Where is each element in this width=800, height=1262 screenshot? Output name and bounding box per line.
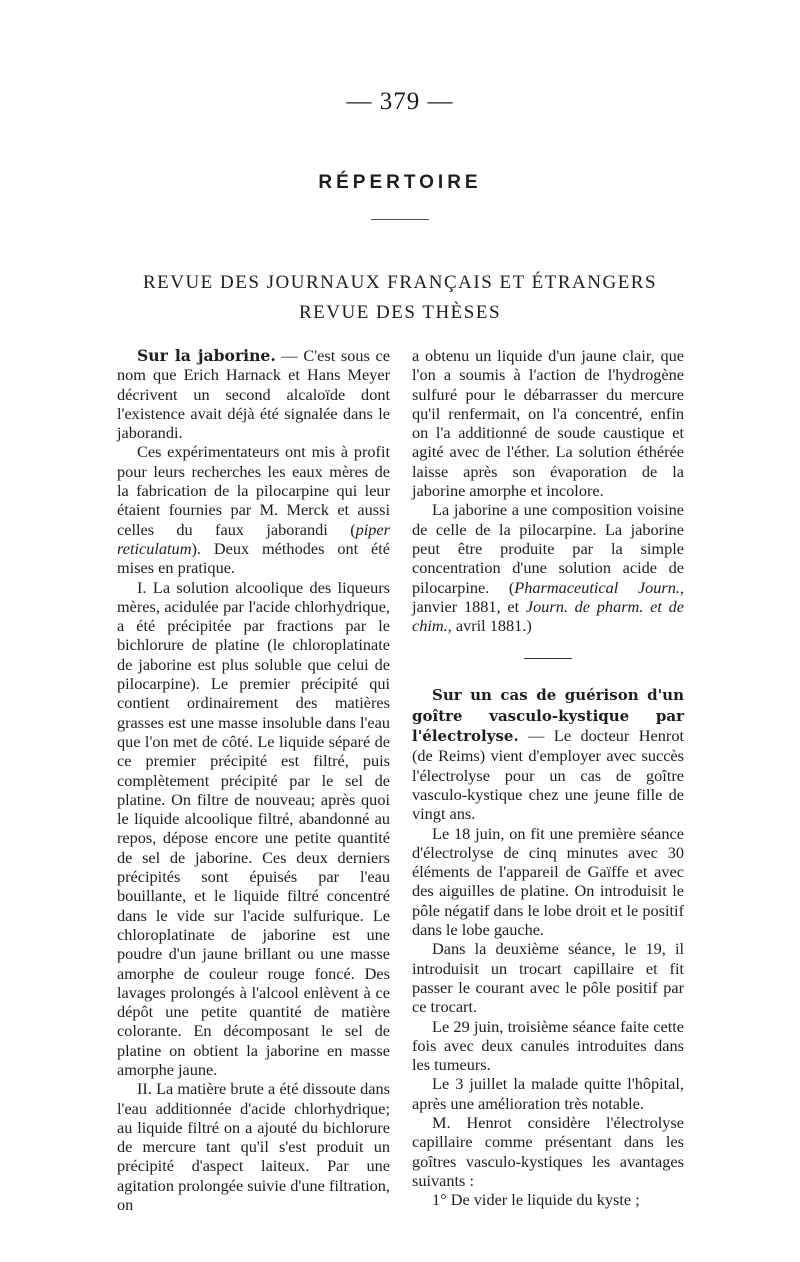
subtitle-theses: REVUE DES THÈSES: [298, 302, 502, 323]
article-2-paragraph-2: Le 18 juin, on fit une première séance d'électrolyse de cinq minutes avec 30 éléments de l'appareil de Gaïffe et avec des aiguilles de platine. On introduisit le pôle négatif dans le lobe droit et le positif dans le lobe gauche.: [412, 823, 684, 940]
article-2-paragraph-7: 1° De vider le liquide du kyste ;: [432, 1190, 640, 1210]
article-2-paragraph-5: Le 3 juillet la malade quitte l'hôpital, après une amélioration très notable.: [412, 1074, 684, 1113]
right-column: [412, 346, 684, 1209]
article-2-paragraph-3: Dans la deuxième séance, le 19, il introduisit un trocart capillaire et fit passer le courant avec le pôle positif par ce trocart.: [412, 939, 684, 1017]
article-2-title: Sur un cas de guérison d'un goître vasculo-kystique par l'électrolyse.: [412, 686, 684, 746]
article-2-paragraph-6: M. Henrot considère l'électrolyse capillaire comme présentant dans les goîtres vasculo-kystiques les avantages suivants :: [412, 1112, 684, 1190]
article-1-paragraph-5: a obtenu un liquide d'un jaune clair, que l'on a soumis à l'action de l'hydrogène sulfuré pour le débarrasser du mercure qu'il renfermait, on l'a concentré, enfin on l'a additionné de soude caustique et agité avec de l'éther. La solution éthérée laisse après son évaporation de la jaborine amorphe et incolore.: [412, 346, 684, 501]
article-1-paragraph-4: II. La matière brute a été dissoute dans l'eau additionnée d'acide chlorhydrique; au liquide filtré on a ajouté du bichlorure de mercure tant qu'il s'est produit un précipité d'aspect laiteux. Par une agitation prolongée suivie d'une filtration, on: [117, 1079, 390, 1215]
left-column: [117, 346, 390, 1214]
article-1-paragraph-2: Ces expérimentateurs ont mis à profit pour leurs recherches les eaux mères de la fabrication de la pilocarpine qui leur étaient fournies par M. Merck et aussi celles du faux jaborandi (piper reticulatum). Deux méthodes ont été mises en pratique.: [117, 442, 390, 578]
article-1-intro: Sur la jaborine. — C'est sous ce nom que Erich Harnack et Hans Meyer décrivent un second alcaloïde dont l'existence avait déjà été signalée dans le jaborandi.: [117, 346, 390, 443]
article-1-title: Sur la jaborine.: [137, 346, 276, 365]
article-2-intro: Sur un cas de guérison d'un goître vasculo-kystique par l'électrolyse. — Le docteur Henrot (de Reims) vient d'employer avec succès l'électrolyse pour un cas de goître vasculo-kystique chez une jeune fille de vingt ans.: [412, 686, 684, 824]
article-divider: [524, 658, 572, 659]
divider: [371, 219, 429, 220]
article-1-paragraph-3: I. La solution alcoolique des liqueurs mères, acidulée par l'acide chlorhydrique, a été précipitée par fractions par le bichlorure de platine (le chloroplatinate de jaborine est plus soluble que celui de pilocarpine). Le premier précipité qui contient ordinairement des matières grasses est une masse insoluble dans l'eau que l'on met de côté. Le liquide séparé de ce premier précipité est filtré, puis complètement précipité par le sel de platine. On filtre de nouveau; après quoi le liquide alcoolique filtré, abandonné au repos, dépose encore une petite quantité de sel de jaborine. Ces deux derniers précipités sont épuisés par l'eau bouillante, et le liquide filtré concentré dans le vide sur l'acide sulfurique. Le chloroplatinate de jaborine est une poudre d'un jaune brillant ou une masse amorphe de couleur rouge foncé. Des lavages prolongés à l'alcool enlèvent à ce dépôt une petite quantité de matière colorante. En décomposant le sel de platine on obtient la jaborine en masse amorphe jaune.: [117, 577, 390, 1079]
subtitle-journals: REVUE DES JOURNAUX FRANÇAIS ET ÉTRANGERS: [142, 272, 658, 293]
article-1-paragraph-6: La jaborine a une composition voisine de celle de la pilocarpine. La jaborine peut être produite par la simple concentration d'une solution acide de pilocarpine. (Pharmaceutical Journ., janvier 1881, et Journ. de pharm. et de chim., avril 1881.): [412, 500, 685, 636]
page-number: — 379 —: [346, 88, 454, 115]
section-title: RÉPERTOIRE: [318, 172, 482, 193]
article-2-paragraph-4: Le 29 juin, troisième séance faite cette fois avec deux canules introduites dans les tumeurs.: [412, 1016, 684, 1075]
